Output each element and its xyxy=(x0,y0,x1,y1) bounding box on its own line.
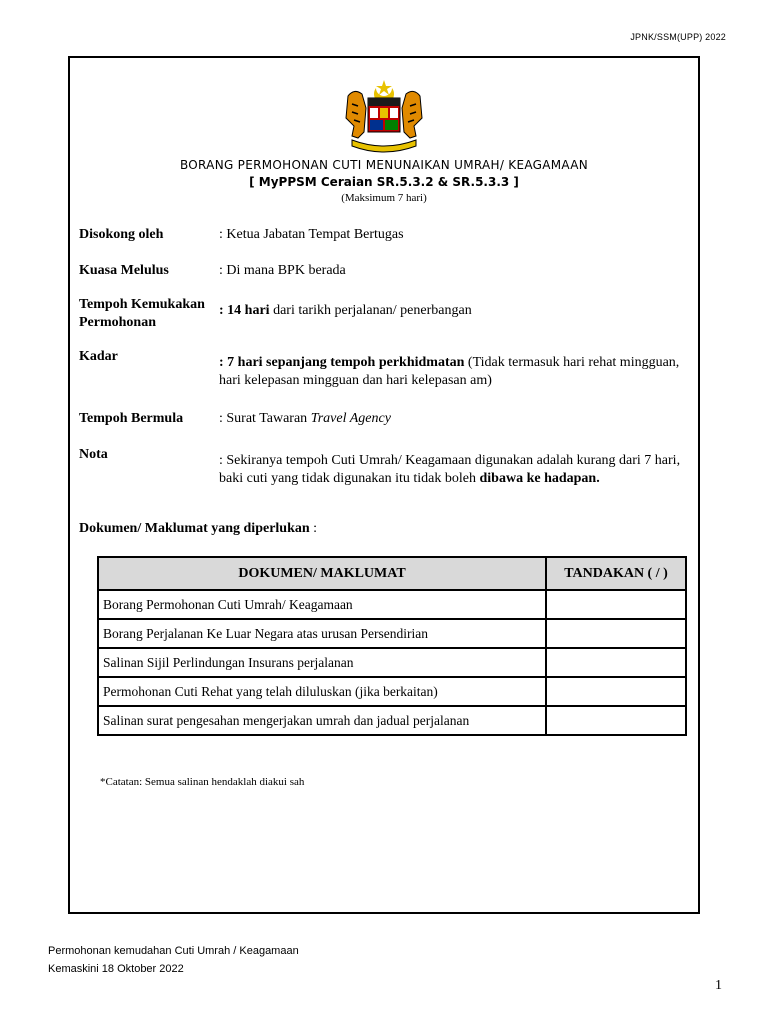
tempoh-bermula-text: : Surat Tawaran xyxy=(219,411,311,426)
documents-heading xyxy=(79,521,317,537)
tempoh-kemukakan-value xyxy=(219,302,689,320)
column-header-mark: TANDAKAN ( / ) xyxy=(546,557,686,590)
kadar-label: Kadar xyxy=(79,349,118,364)
document-name: Borang Perjalanan Ke Luar Negara atas urusan Persendirian xyxy=(98,619,546,648)
table-row xyxy=(98,706,686,735)
table-row xyxy=(98,648,686,677)
document-name: Borang Permohonan Cuti Umrah/ Keagamaan xyxy=(98,590,546,619)
tempoh-bermula-italic: Travel Agency xyxy=(310,411,391,426)
form-reference: [ MyPPSM Ceraian SR.5.3.2 & SR.5.3.3 ] xyxy=(249,175,519,189)
tempoh-kemukakan-days: : 14 hari xyxy=(219,303,270,318)
form-frame xyxy=(68,56,700,914)
mark-cell[interactable] xyxy=(546,677,686,706)
tempoh-bermula-label: Tempoh Bermula xyxy=(79,411,184,426)
kadar-bold: : 7 hari sepanjang tempoh perkhidmatan xyxy=(219,355,465,370)
footer-line-1: Permohonan kemudahan Cuti Umrah / Keagamaan xyxy=(48,945,299,957)
form-maximum-note: (Maksimum 7 hari) xyxy=(341,192,427,204)
documents-table xyxy=(97,556,687,736)
nota-label: Nota xyxy=(79,447,108,462)
mark-cell[interactable] xyxy=(546,590,686,619)
document-name: Salinan Sijil Perlindungan Insurans perjalanan xyxy=(98,648,546,677)
tempoh-kemukakan-label xyxy=(79,296,219,332)
kadar-rest: (Tidak termasuk hari rehat mingguan, hari kelepasan mingguan dan hari kelepasan am) xyxy=(219,355,680,388)
footer-line-2: Kemaskini 18 Oktober 2022 xyxy=(48,963,184,975)
table-row xyxy=(98,619,686,648)
form-title: BORANG PERMOHONAN CUTI MENUNAIKAN UMRAH/ KEAGAMAAN xyxy=(179,158,589,172)
mark-cell[interactable] xyxy=(546,619,686,648)
document-code: JPNK/SSM(UPP) 2022 xyxy=(630,32,726,42)
mark-cell[interactable] xyxy=(546,706,686,735)
column-header-document: DOKUMEN/ MAKLUMAT xyxy=(98,557,546,590)
document-name: Permohonan Cuti Rehat yang telah diluluskan (jika berkaitan) xyxy=(98,677,546,706)
tempoh-kemukakan-rest: dari tarikh perjalanan/ penerbangan xyxy=(269,303,472,318)
table-row xyxy=(98,677,686,706)
mark-cell[interactable] xyxy=(546,648,686,677)
documents-heading-bold: Dokumen/ Maklumat yang diperlukan xyxy=(79,521,310,536)
catatan-note: *Catatan: Semua salinan hendaklah diakui sah xyxy=(100,776,305,788)
tempoh-kemukakan-label-2: Permohonan xyxy=(79,315,156,330)
documents-heading-rest: : xyxy=(309,521,318,536)
table-row xyxy=(98,590,686,619)
tempoh-bermula-value xyxy=(219,410,689,428)
page-number: 1 xyxy=(715,978,722,993)
nota-value xyxy=(219,452,689,488)
disokong-label: Disokong oleh xyxy=(79,227,164,242)
kuasa-value: : Di mana BPK berada xyxy=(219,263,346,278)
nota-text: : Sekiranya tempoh Cuti Umrah/ Keagamaan digunakan adalah kurang dari 7 hari, baki cuti yang tidak digunakan itu tidak boleh xyxy=(219,453,681,486)
document-name: Salinan surat pengesahan mengerjakan umrah dan jadual perjalanan xyxy=(98,706,546,735)
tempoh-kemukakan-label-1: Tempoh Kemukakan xyxy=(79,297,205,312)
kuasa-label: Kuasa Melulus xyxy=(79,263,169,278)
coat-of-arms-icon xyxy=(340,78,428,154)
nota-bold: dibawa ke hadapan. xyxy=(479,471,600,486)
table-header-row xyxy=(98,557,686,590)
disokong-value: : Ketua Jabatan Tempat Bertugas xyxy=(219,227,404,242)
kadar-value xyxy=(219,354,689,390)
